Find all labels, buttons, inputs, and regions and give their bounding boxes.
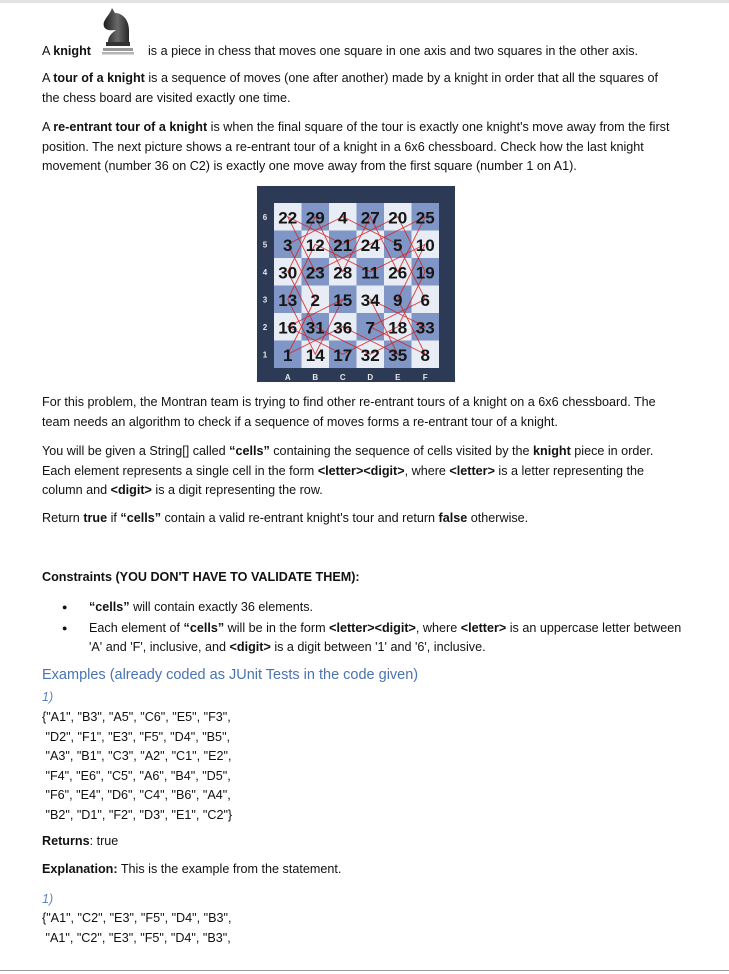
cells-term: “cells” <box>183 620 225 635</box>
explanation-label: Explanation: <box>42 862 118 876</box>
return-paragraph <box>42 509 678 529</box>
column-label: A <box>284 373 291 382</box>
chessboard-figure <box>257 186 455 382</box>
square-number: 7 <box>365 318 375 338</box>
text: contain a valid re-entrant knight's tour and return <box>161 511 439 525</box>
text: You will be given a String[] called <box>42 444 230 458</box>
cells-term: “cells” <box>89 600 130 614</box>
square-number: 31 <box>305 318 325 338</box>
constraint-item-1 <box>42 598 682 618</box>
text: containing the sequence of cells visited by the <box>269 444 533 458</box>
cells-term: “cells” <box>120 511 162 525</box>
text: Each element of <box>89 620 184 635</box>
code-line: {"A1", "B3", "A5", "C6", "E5", "F3", <box>42 710 231 724</box>
format-term: <letter><digit> <box>317 463 405 478</box>
square-number: 17 <box>333 345 353 365</box>
column-label: F <box>422 373 428 382</box>
knight-term: knight <box>53 44 91 58</box>
top-edge <box>0 0 729 3</box>
square-number: 16 <box>278 318 298 338</box>
text: will contain exactly 36 elements. <box>129 600 314 614</box>
text: piece in order. Each element represents a single cell in the form <box>42 444 654 478</box>
square-number: 28 <box>333 263 353 283</box>
square-number: 2 <box>310 290 320 310</box>
square-number: 23 <box>305 263 325 283</box>
text: , where <box>404 463 450 478</box>
code-line: "D2", "F1", "E3", "F5", "D4", "B5", <box>42 729 231 744</box>
letter-term: <letter> <box>449 463 495 478</box>
square-number: 22 <box>278 208 298 228</box>
square-number: 1 <box>283 345 293 365</box>
column-label: C <box>339 373 346 382</box>
text: A <box>42 44 54 58</box>
square-number: 27 <box>360 208 380 228</box>
example-2-input <box>42 909 231 948</box>
problem-paragraph: For this problem, the Montran team is trying to find other re-entrant tours of a knight on a 6x6 chessboard. The team needs an algorithm to check if a sequence of moves forms a re-entrant tour of a knight. <box>42 395 656 429</box>
examples-heading: Examples (already coded as JUnit Tests in the code given) <box>42 667 419 683</box>
text: if <box>107 511 121 525</box>
square-number: 3 <box>283 235 293 255</box>
knight-intro-lead <box>42 40 91 62</box>
square-number: 20 <box>388 208 408 228</box>
letter-term: <letter> <box>460 620 507 635</box>
example-2-number: 1) <box>42 892 54 906</box>
square-number: 10 <box>415 235 435 255</box>
constraints-title <box>42 570 360 584</box>
text: Return <box>42 511 84 525</box>
column-label: D <box>367 373 374 382</box>
square-number: 34 <box>360 290 380 310</box>
square-number: 11 <box>361 263 380 283</box>
square-number: 36 <box>333 318 353 338</box>
code-line: "F4", "E6", "C5", "A6", "B4", "D5", <box>42 768 231 783</box>
example-1-input <box>42 708 232 825</box>
code-line: "B2", "D1", "F2", "D3", "E1", "C2"} <box>42 807 233 822</box>
text: otherwise. <box>467 511 529 525</box>
square-number: 35 <box>388 345 408 365</box>
explanation-value: This is the example from the statement. <box>117 862 342 876</box>
example-1-returns <box>42 834 118 848</box>
cells-term: “cells” <box>229 444 270 458</box>
text: A <box>42 71 54 85</box>
square-number: 15 <box>333 290 353 310</box>
reentrant-term: re-entrant tour of a knight <box>53 120 208 134</box>
returns-value: : true <box>89 834 119 848</box>
square-number: 13 <box>278 290 298 310</box>
constraints-list <box>42 598 682 659</box>
square-number: 9 <box>393 290 403 310</box>
text: A <box>42 120 54 134</box>
row-label: 6 <box>262 212 268 222</box>
square-number: 33 <box>415 318 435 338</box>
constraint-item-2 <box>42 619 682 658</box>
knight-term: knight <box>533 444 571 458</box>
constraints-title-text: Constraints (YOU DON'T HAVE TO VALIDATE THEM): <box>42 570 360 584</box>
returns-label: Returns <box>42 834 90 848</box>
code-line: {"A1", "C2", "E3", "F5", "D4", "B3", <box>42 911 232 925</box>
square-number: 6 <box>420 290 430 310</box>
code-line: "A3", "B1", "C3", "A2", "C1", "E2", <box>42 749 232 763</box>
square-number: 21 <box>333 235 353 255</box>
text: is an uppercase letter between 'A' and 'F', inclusive, and <box>89 620 682 654</box>
column-label: E <box>395 373 401 382</box>
code-line: "A1", "C2", "E3", "F5", "D4", "B3", <box>42 930 231 945</box>
text: , where <box>415 620 461 635</box>
square-number: 4 <box>338 208 348 228</box>
chessboard-svg <box>257 186 455 382</box>
column-label: B <box>312 373 319 382</box>
square-number: 26 <box>388 263 408 283</box>
row-label: 2 <box>262 322 268 332</box>
input-paragraph <box>42 442 678 501</box>
row-label: 1 <box>262 350 268 360</box>
text: is a letter representing the column and <box>42 463 645 497</box>
square-number: 24 <box>360 235 380 255</box>
square-number: 30 <box>278 263 298 283</box>
reentrant-paragraph <box>42 118 678 177</box>
knight-intro-rest: is a piece in chess that moves one square in one axis and two squares in the other axis. <box>148 44 639 58</box>
example-1-number: 1) <box>42 690 54 704</box>
digit-term: <digit> <box>229 640 271 654</box>
square-number: 29 <box>305 208 325 228</box>
text: is when the final square of the tour is exactly one knight's move away from the first position. The next picture shows a re-entrant tour of a knight in a 6x6 chessboard. Check how the last knight movement (number 36 on C2) is exactly one move away from the first square (number 1 on A1). <box>42 120 670 173</box>
code-line: "F6", "E4", "D6", "C4", "B6", "A4", <box>42 788 231 802</box>
tour-term: tour of a knight <box>53 71 145 85</box>
true-term: true <box>83 511 108 525</box>
square-number: 18 <box>388 318 408 338</box>
bottom-edge <box>0 970 729 971</box>
square-number: 19 <box>415 263 435 283</box>
text: is a sequence of moves (one after another) made by a knight in order that all the squares of the chess board are visited exactly one time. <box>42 71 659 105</box>
chess-knight-icon <box>100 4 134 56</box>
false-term: false <box>438 511 468 525</box>
row-label: 4 <box>262 267 268 277</box>
text: will be in the form <box>224 620 330 635</box>
square-number: 8 <box>420 345 430 365</box>
row-label: 5 <box>262 240 268 250</box>
text: is a digit between '1' and '6', inclusive. <box>270 640 486 654</box>
tour-paragraph <box>42 69 678 108</box>
format-term: <letter><digit> <box>329 620 416 635</box>
square-number: 5 <box>393 235 403 255</box>
square-number: 14 <box>305 345 325 365</box>
square-number: 12 <box>305 235 325 255</box>
example-1-explanation <box>42 862 341 876</box>
square-number: 32 <box>360 345 380 365</box>
row-label: 3 <box>262 295 268 305</box>
digit-term: <digit> <box>110 483 152 497</box>
text: is a digit representing the row. <box>151 483 323 497</box>
square-number: 25 <box>415 208 435 228</box>
